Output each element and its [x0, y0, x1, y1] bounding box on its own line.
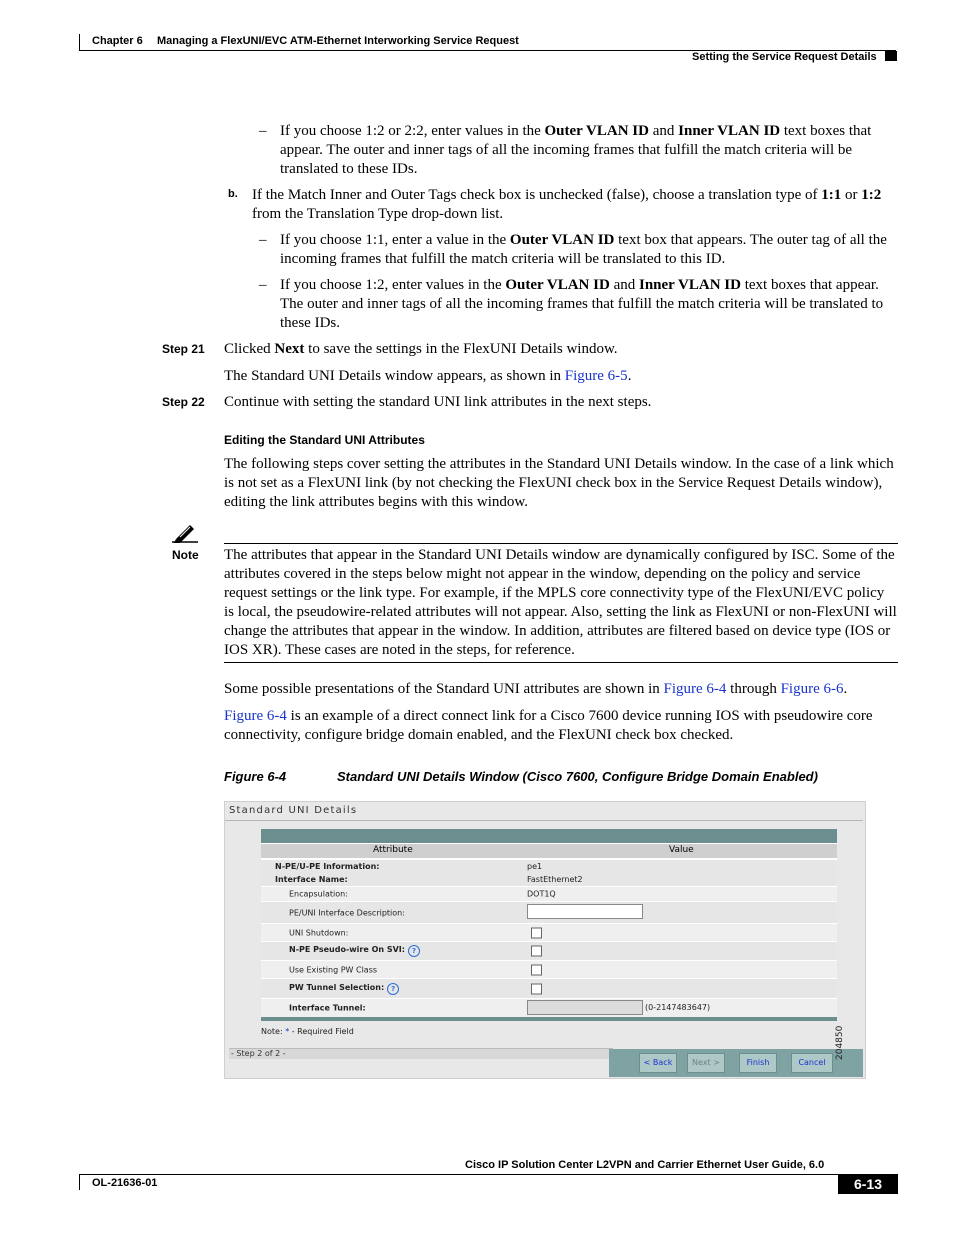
interface-tunnel-range: (0-2147483647)	[645, 1003, 711, 1012]
finish-button[interactable]: Finish	[739, 1053, 777, 1073]
figure-6-4-link[interactable]: Figure 6-4	[663, 681, 727, 697]
row-label-existing-pw-class: Use Existing PW Class	[289, 965, 378, 974]
header-left-rule	[79, 34, 80, 50]
bullet-1-1: If you choose 1:1, enter a value in the Outer VLAN ID text box that appears. The outer tag of all the incoming frames that fulfill the match criteria will be translated to this ID.	[280, 232, 887, 267]
attribute-table	[261, 829, 837, 1021]
back-button[interactable]: < Back	[639, 1053, 677, 1073]
existing-pw-class-checkbox[interactable]	[531, 964, 542, 975]
bullet-outer-inner-2-2: If you choose 1:2 or 2:2, enter values in the Outer VLAN ID and Inner VLAN ID text boxes that appear. The outer and inner tags of all the incoming frames that fulfill the match criteria will be translated to these IDs.	[280, 123, 872, 177]
intro-paragraph: The following steps cover setting the attributes in the Standard UNI Details window. In the case of a link which is not set as a FlexUNI link (by not checking the FlexUNI check box in the Service Request Details window), editing the link attributes begins with this window.	[224, 456, 894, 510]
interface-tunnel-input[interactable]	[527, 1000, 643, 1015]
page-number: 6-13	[853, 1176, 883, 1192]
column-header-value: Value	[669, 845, 694, 855]
table-row	[261, 860, 837, 886]
guide-title: Cisco IP Solution Center L2VPN and Carrier Ethernet User Guide, 6.0	[465, 1159, 825, 1171]
example-paragraph: Figure 6-4 is an example of a direct connect link for a Cisco 7600 device running IOS with pseudowire core connectivity, configure bridge domain enabled, and the FlexUNI check box checked.	[224, 708, 873, 743]
figure-id: 204850	[835, 1025, 845, 1060]
item-b-text: If the Match Inner and Outer Tags check box is unchecked (false), choose a translation type of 1:1 or 1:2 from the Translation Type drop-down list.	[252, 187, 882, 222]
column-header-attribute: Attribute	[373, 845, 413, 855]
note-top-rule	[224, 543, 898, 544]
step-21-label: Step 21	[162, 342, 205, 356]
step-22-label: Step 22	[162, 395, 205, 409]
table-row	[261, 942, 837, 960]
row-label-interface: Interface Name:	[275, 875, 348, 884]
description-input[interactable]	[527, 904, 643, 919]
footer-rule	[79, 1174, 896, 1175]
info-icon[interactable]: ?	[387, 983, 399, 995]
note-bottom-rule	[224, 662, 898, 663]
dash-bullet: –	[259, 123, 267, 139]
dash-bullet: –	[259, 277, 267, 293]
dash-bullet: –	[259, 232, 267, 248]
note-label: Note	[172, 548, 199, 562]
row-label-npe: N-PE/U-PE Information:	[275, 862, 380, 871]
info-icon[interactable]: ?	[408, 945, 420, 957]
section-subheading: Editing the Standard UNI Attributes	[224, 433, 425, 447]
step-bar	[229, 1048, 613, 1059]
header-block	[885, 51, 897, 61]
chapter-title: Managing a FlexUNI/EVC ATM-Ethernet Interworking Service Request	[157, 35, 519, 47]
table-bottom-bar	[261, 1017, 837, 1021]
row-label-encapsulation: Encapsulation:	[289, 889, 348, 899]
table-top-bar	[261, 829, 837, 843]
window-title: Standard UNI Details	[229, 805, 358, 816]
chapter-label: Chapter 6	[92, 35, 143, 47]
row-label-pw-tunnel	[289, 983, 399, 995]
required-field-note: Note: * - Required Field	[261, 1027, 354, 1036]
next-button[interactable]: Next >	[687, 1053, 725, 1073]
table-row	[261, 961, 837, 978]
step-21-subtext: The Standard UNI Details window appears, as shown in Figure 6-5.	[224, 368, 632, 384]
step-indicator: - Step 2 of 2 -	[231, 1049, 286, 1058]
pw-tunnel-text: PW Tunnel Selection:	[289, 982, 385, 992]
table-row	[261, 887, 837, 901]
presentations-paragraph: Some possible presentations of the Standard UNI attributes are shown in Figure 6-4 through Figure 6-6.	[224, 681, 848, 697]
row-value-npe: pe1	[527, 862, 543, 871]
cancel-button[interactable]: Cancel	[791, 1053, 833, 1073]
figure-6-5-link[interactable]: Figure 6-5	[564, 368, 628, 384]
figure-number: Figure 6-4	[224, 769, 287, 784]
pw-tunnel-checkbox[interactable]	[531, 983, 542, 994]
footer-left-rule	[79, 1174, 80, 1190]
table-row	[261, 979, 837, 998]
figure-6-6-link[interactable]: Figure 6-6	[780, 681, 844, 697]
standard-uni-details-screenshot	[224, 801, 866, 1079]
table-header	[261, 844, 837, 858]
row-label-description: PE/UNI Interface Description:	[289, 908, 405, 917]
row-label-interface-tunnel: Interface Tunnel:	[289, 1003, 366, 1013]
row-value-encapsulation: DOT1Q	[527, 889, 556, 899]
uni-shutdown-checkbox[interactable]	[531, 927, 542, 938]
row-value-interface: FastEthernet2	[527, 875, 583, 884]
bullet-1-2: If you choose 1:2, enter values in the Outer VLAN ID and Inner VLAN ID text boxes that appear. The outer and inner tags of all the incoming frames that fulfill the match criteria will be translated to these IDs.	[280, 277, 884, 331]
step-22-text: Continue with setting the standard UNI link attributes in the next steps.	[224, 394, 652, 410]
section-title: Setting the Service Request Details	[692, 51, 877, 63]
table-row	[261, 999, 837, 1017]
pseudowire-svi-text: N-PE Pseudo-wire On SVI:	[289, 945, 405, 954]
note-text: The attributes that appear in the Standard UNI Details window are dynamically configured by ISC. Some of the attributes covered in the steps below might not appear in the window, depending on the policy and service request settings or the link type. For example, if the MPLS core connectivity type of the FlexUNI/EVC policy is local, the pseudowire-related attributes will not appear. Also, setting the link as FlexUNI or non-FlexUNI will change the attributes that appear in the window. In addition, attributes are filtered based on device type (IOS or IOS XR). These cases are noted in the steps, for reference.	[224, 547, 897, 658]
row-label-uni-shutdown: UNI Shutdown:	[289, 928, 349, 937]
table-row	[261, 924, 837, 941]
row-label-pseudowire-svi	[289, 945, 420, 957]
title-rule	[225, 820, 863, 821]
table-row	[261, 902, 837, 923]
step-21-text: Clicked Next to save the settings in the FlexUNI Details window.	[224, 341, 618, 357]
figure-6-4-link[interactable]: Figure 6-4	[224, 708, 287, 724]
figure-caption: Standard UNI Details Window (Cisco 7600, Configure Bridge Domain Enabled)	[337, 769, 818, 784]
list-label-b: b.	[228, 188, 238, 200]
document-id: OL-21636-01	[92, 1177, 158, 1189]
pseudowire-svi-checkbox[interactable]	[531, 946, 542, 957]
pencil-icon	[172, 521, 198, 548]
